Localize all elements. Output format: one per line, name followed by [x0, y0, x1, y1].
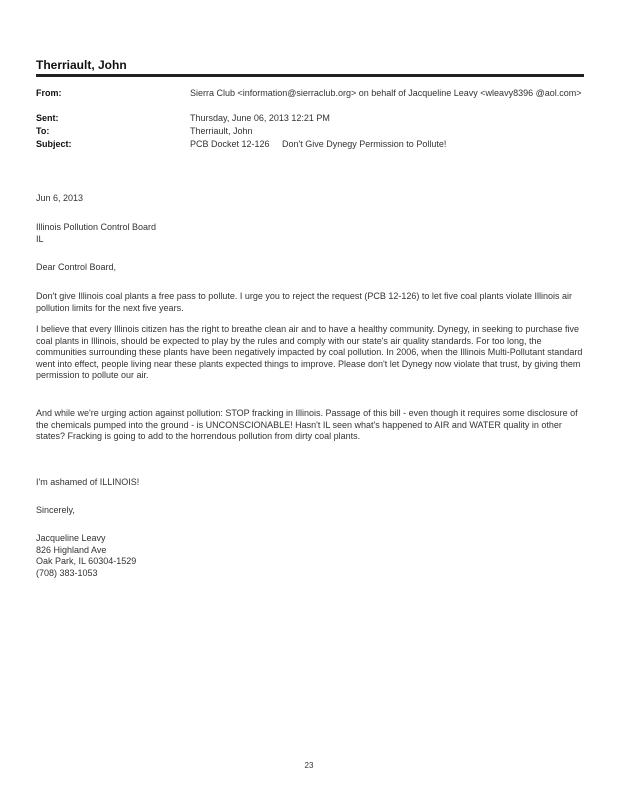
- subject-value: PCB Docket 12-126 Don't Give Dynegy Permission to Pollute!: [190, 139, 447, 149]
- letter-salutation: Dear Control Board,: [36, 262, 117, 272]
- letter-paragraph-2: I believe that every Illinois citizen has the right to breathe clean air and to have a healthy community. Dynegy, in seeking to purchase five coal plants in Illinois, should be expected to play by the rules and comply with our state's air quality standards. For too long, the communities surrounding these plants have been negatively impacted by coal pollution. In 2006, when the Illinois Multi-Pollutant standard went into effect, people living near these plants expected things to improve. Please don't let Dynegy now violate that trust, by giving them permission to pollute our air.: [36, 324, 583, 380]
- recipient-line-1: Illinois Pollution Control Board: [36, 222, 157, 232]
- signature-address-2: Oak Park, IL 60304-1529: [36, 556, 137, 566]
- from-value: Sierra Club <information@sierraclub.org> on behalf of Jacqueline Leavy <wleavy8396 @aol.com>: [190, 88, 582, 98]
- from-label: From:: [36, 88, 62, 98]
- sent-label: Sent:: [36, 113, 59, 123]
- letter-paragraph-1: Don't give Illinois coal plants a free pass to pollute. I urge you to reject the request (PCB 12-126) to let five coal plants violate Illinois air pollution limits for the next five years.: [36, 291, 573, 313]
- signature-block: [36, 533, 584, 579]
- letter-date: Jun 6, 2013: [36, 193, 84, 203]
- recipient-line-2: IL: [36, 233, 44, 244]
- signature-address-1: 826 Highland Ave: [36, 544, 107, 555]
- page-number: 23: [304, 761, 314, 770]
- sent-value: Thursday, June 06, 2013 12:21 PM: [190, 113, 330, 123]
- letter-paragraph-3: And while we're urging action against pollution: STOP fracking in Illinois. Passage of this bill - even though it requires some disclosure of the chemicals pumped into the ground - is UNCONSCIONABLE! Hasn't IL seen what's happened to AIR and WATER quality in other states? Fracking is going to add to the horrendous pollution from dirty coal plants.: [36, 408, 578, 441]
- sender-name: Therriault, John: [36, 58, 127, 72]
- subject-label: Subject:: [36, 139, 72, 149]
- letter-closing: Sincerely,: [36, 505, 75, 515]
- letter-recipient: [36, 222, 584, 245]
- letter-paragraph-4: I'm ashamed of ILLINOIS!: [36, 477, 140, 487]
- to-value: Therriault, John: [190, 126, 253, 136]
- to-label: To:: [36, 126, 50, 136]
- signature-phone: (708) 383-1053: [36, 567, 98, 578]
- header-row-from: [36, 88, 584, 110]
- header-rule: [36, 74, 584, 77]
- signature-name: Jacqueline Leavy: [36, 533, 106, 543]
